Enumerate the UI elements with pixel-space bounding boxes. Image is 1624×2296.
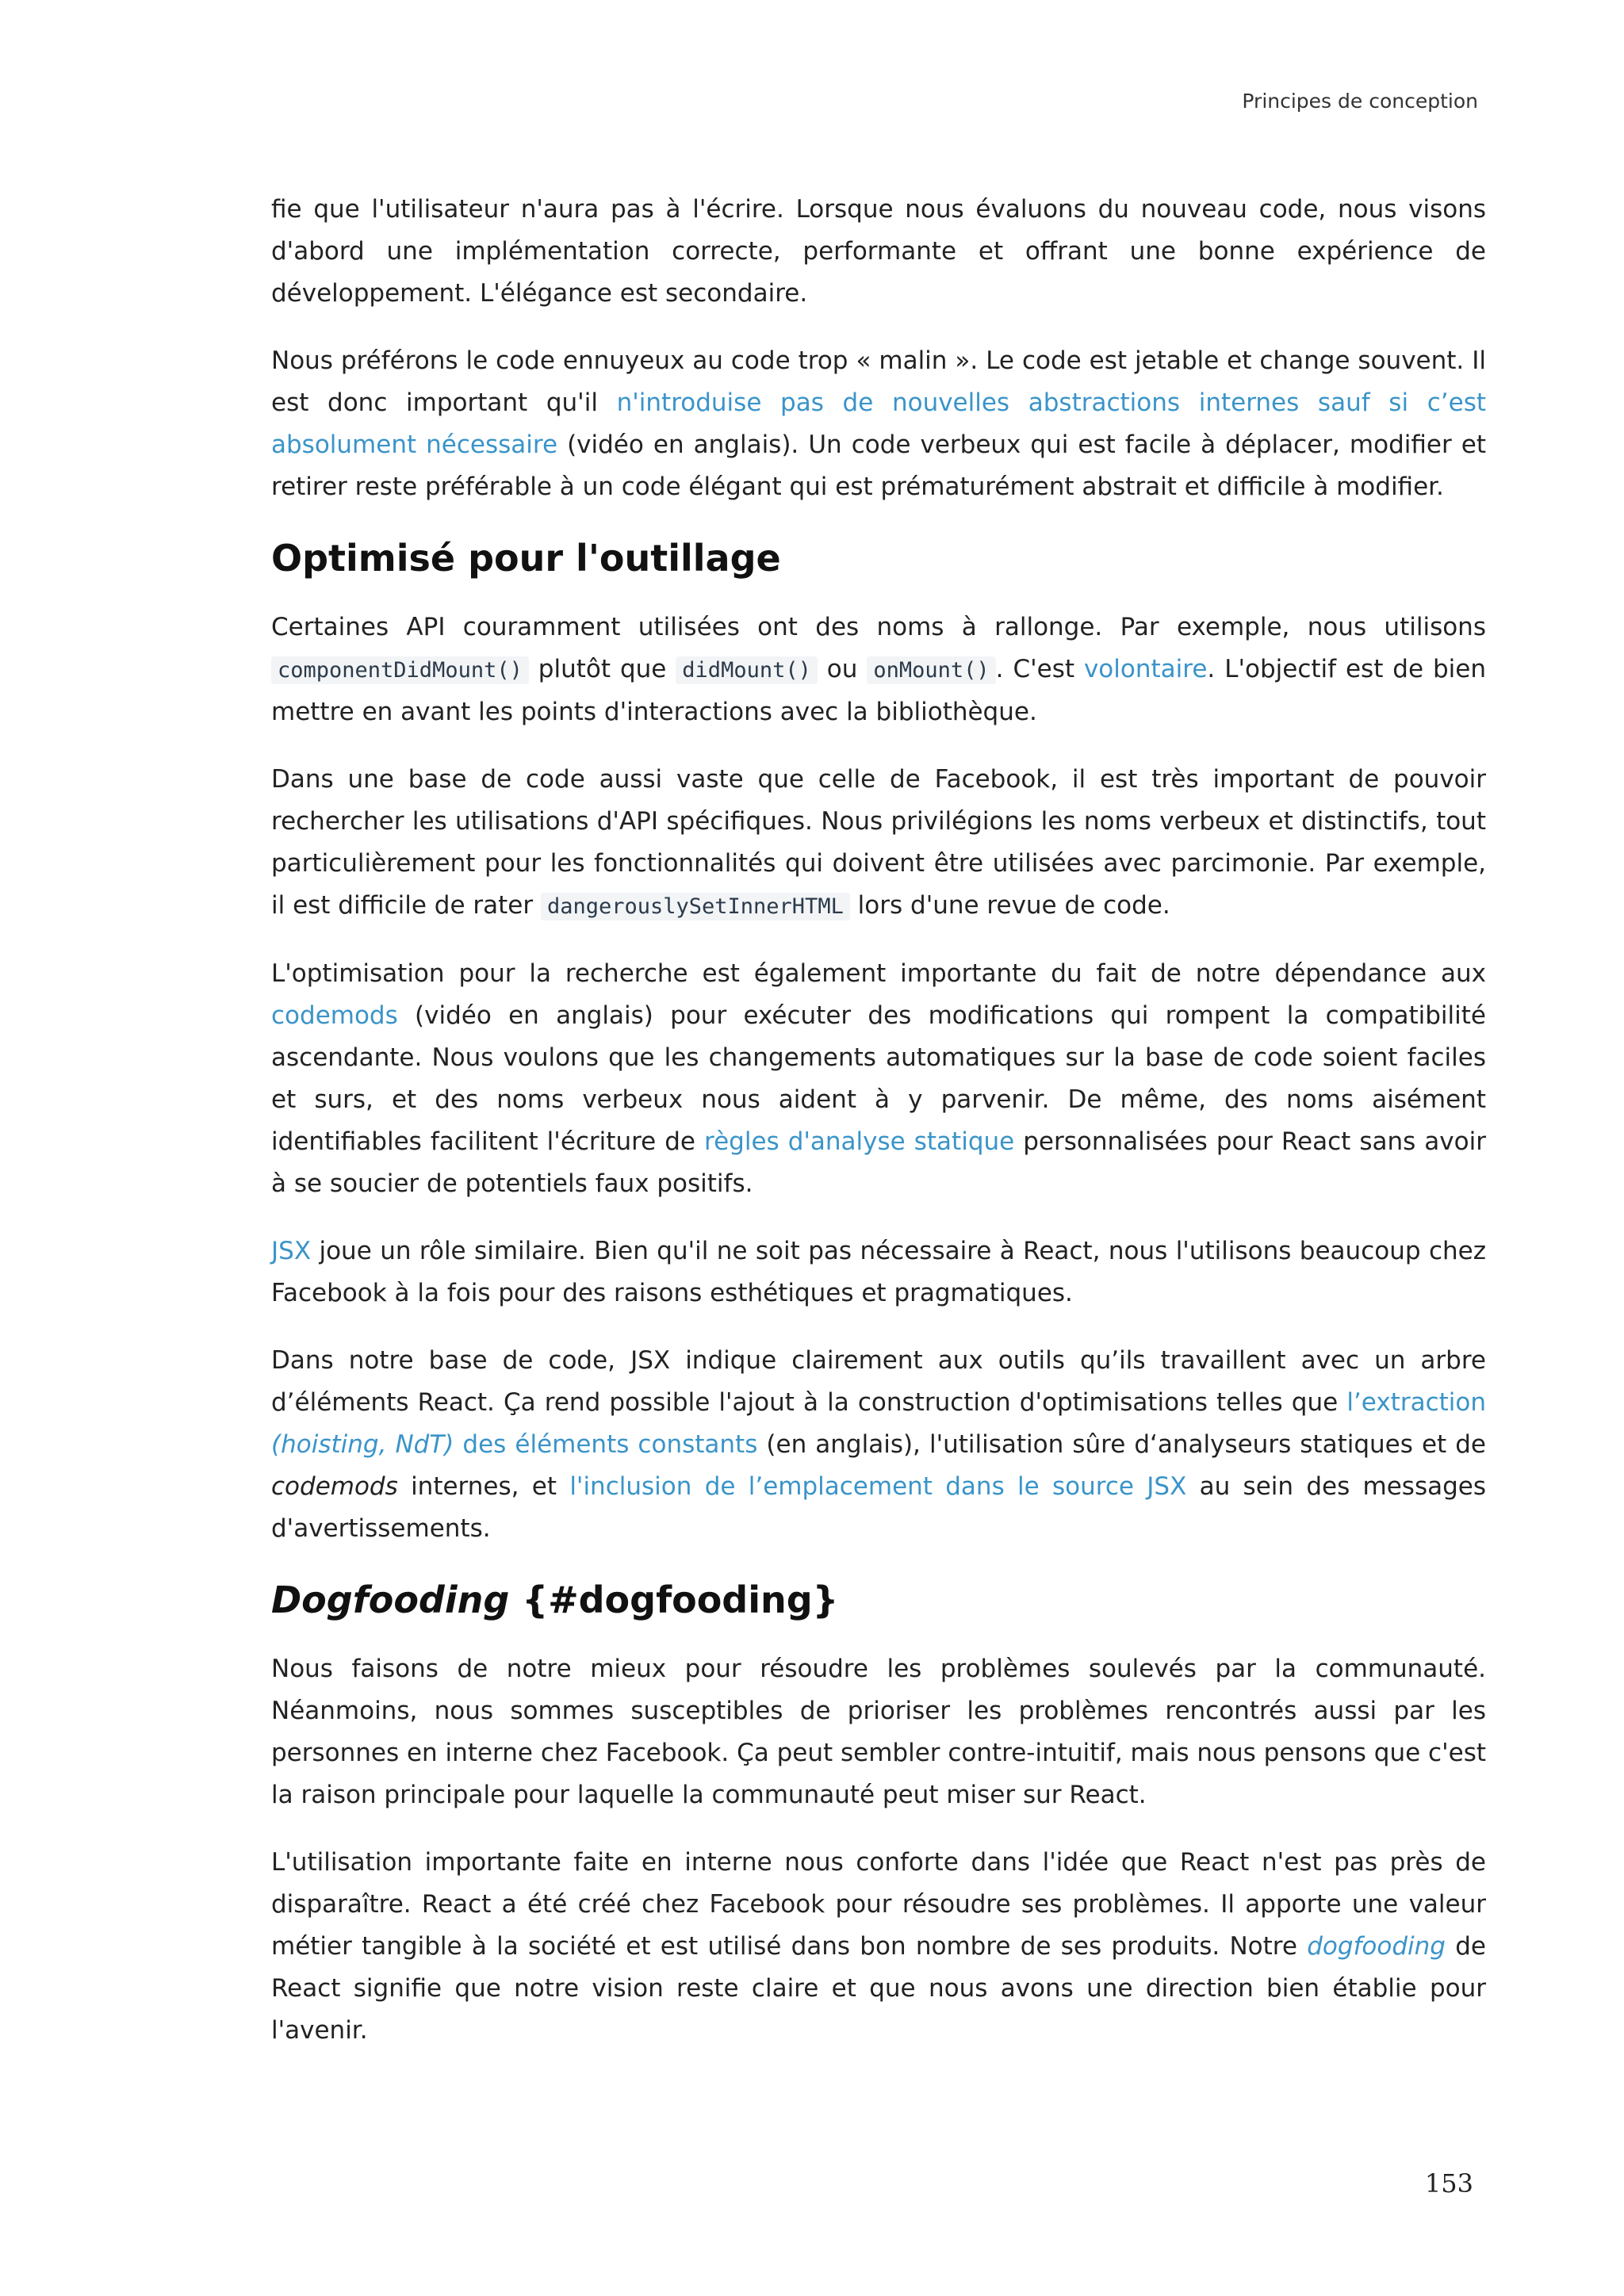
link-jsx[interactable]: JSX	[271, 1237, 312, 1265]
heading-tooling: Optimisé pour l'outillage	[271, 537, 781, 580]
code-componentDidMount: componentDidMount()	[271, 656, 529, 684]
link-text-italic: dogfooding	[1307, 1932, 1446, 1961]
link-jsx-source[interactable]: l'inclusion de l’emplacement dans le source JSX	[569, 1472, 1187, 1501]
link-text: l’extraction	[1346, 1388, 1486, 1417]
heading-anchor: {#dogfooding}	[509, 1578, 839, 1621]
code-didMount: didMount()	[676, 656, 818, 684]
text: Certaines API couramment utilisées ont des noms à rallonge. Par exemple, nous utilisons	[271, 613, 1486, 641]
link-text-italic: (hoisting, NdT)	[271, 1430, 454, 1459]
paragraph-8	[271, 1648, 1486, 1816]
paragraph-3	[271, 607, 1486, 733]
text: ou	[817, 655, 868, 683]
paragraph-9	[271, 1842, 1486, 2052]
paragraph-4	[271, 759, 1486, 928]
code-dangerouslySetInnerHTML: dangerouslySetInnerHTML	[541, 893, 850, 920]
link-text: des éléments constants	[454, 1430, 758, 1459]
text: Nous préférons le code ennuyeux au code trop « malin ». Le code est jetable et change souvent. Il est donc important qu'il	[271, 346, 1486, 417]
link-abstractions[interactable]: n'introduise pas de nouvelles abstractions internes sauf si c’est absolument nécessaire	[271, 388, 1487, 459]
link-static-analysis-rules[interactable]: règles d'analyse statique	[704, 1127, 1015, 1156]
link-dogfooding[interactable]	[1307, 1932, 1446, 1961]
text: internes, et	[397, 1472, 570, 1501]
text: de React signifie que notre vision reste claire et que nous avons une direction bien établie pour l'avenir.	[271, 1932, 1486, 2045]
text: (en anglais), l'utilisation sûre d‘analyseurs statiques et de	[757, 1430, 1486, 1459]
text: L'utilisation importante faite en interne nous conforte dans l'idée que React n'est pas près de disparaître. React a été créé chez Facebook pour résoudre ses problèmes. Il apporte une valeur métier tangible à la société et est utilisé dans bon nombre de ses produits. Notre	[271, 1848, 1486, 1961]
text: (vidéo en anglais) pour exécuter des modifications qui rompent la compatibilité ascendante. Nous voulons que les changements automatiques sur la base de code soient faciles et surs, et des noms verbeux nous aident à y parvenir. De même, des noms aisément identifiables facilitent l'écriture de	[271, 1001, 1486, 1156]
text: Dans notre base de code, JSX indique clairement aux outils qu’ils travaillent avec un arbre d’éléments React. Ça rend possible l'ajout à la construction d'optimisations telles que	[271, 1346, 1486, 1417]
text: (vidéo en anglais). Un code verbeux qui est facile à déplacer, modifier et retirer reste préférable à un code élégant qui est prématurément abstrait et difficile à modifier.	[271, 430, 1486, 501]
text-italic: codemods	[271, 1472, 398, 1501]
text: plutôt que	[528, 655, 676, 683]
text: lors d'une revue de code.	[849, 891, 1170, 920]
text: . C'est	[995, 655, 1084, 683]
text: Nous faisons de notre mieux pour résoudre les problèmes soulevés par la communauté. Néanmoins, nous sommes susceptibles de prioriser les problèmes rencontrés aussi par les personnes en interne chez Facebook. Ça peut sembler contre-intuitif, mais nous pensons que c'est la raison principale pour laquelle la communauté peut miser sur React.	[271, 1655, 1487, 1809]
page-number: 153	[1424, 2168, 1473, 2198]
text: . L'objectif est de bien mettre en avant les points d'interactions avec la bibliothèque.	[271, 655, 1486, 726]
text: personnalisées pour React sans avoir à se soucier de potentiels faux positifs.	[271, 1127, 1486, 1198]
text: fie que l'utilisateur n'aura pas à l'écrire. Lorsque nous évaluons du nouveau code, nous visons d'abord une implémentation correcte, performante et offrant une bonne expérience de développement. L'élégance est secondaire.	[271, 195, 1486, 308]
page-content	[271, 189, 1486, 2077]
code-onMount: onMount()	[867, 656, 995, 684]
paragraph-7	[271, 1340, 1486, 1550]
link-codemods[interactable]: codemods	[271, 1001, 398, 1030]
heading-italic: Dogfooding	[271, 1578, 510, 1621]
text: Dans une base de code aussi vaste que celle de Facebook, il est très important de pouvoir rechercher les utilisations d'API spécifiques. Nous privilégions les noms verbeux et distinctifs, tout particulièrement pour les fonctionnalités qui doivent être utilisées avec parcimonie. Par exemple, il est difficile de rater	[271, 765, 1486, 920]
paragraph-5	[271, 953, 1486, 1205]
text: au sein des messages d'avertissements.	[271, 1472, 1487, 1543]
text: L'optimisation pour la recherche est également importante du fait de notre dépendance aux	[271, 959, 1486, 988]
paragraph-6	[271, 1230, 1486, 1314]
paragraph-1	[271, 189, 1486, 315]
text: joue un rôle similaire. Bien qu'il ne soit pas nécessaire à React, nous l'utilisons beaucoup chez Facebook à la fois pour des raisons esthétiques et pragmatiques.	[271, 1237, 1486, 1307]
link-volontaire[interactable]: volontaire	[1083, 655, 1208, 683]
paragraph-2	[271, 340, 1486, 508]
running-header: Principes de conception	[1242, 90, 1478, 113]
heading-dogfooding	[271, 1575, 1486, 1624]
